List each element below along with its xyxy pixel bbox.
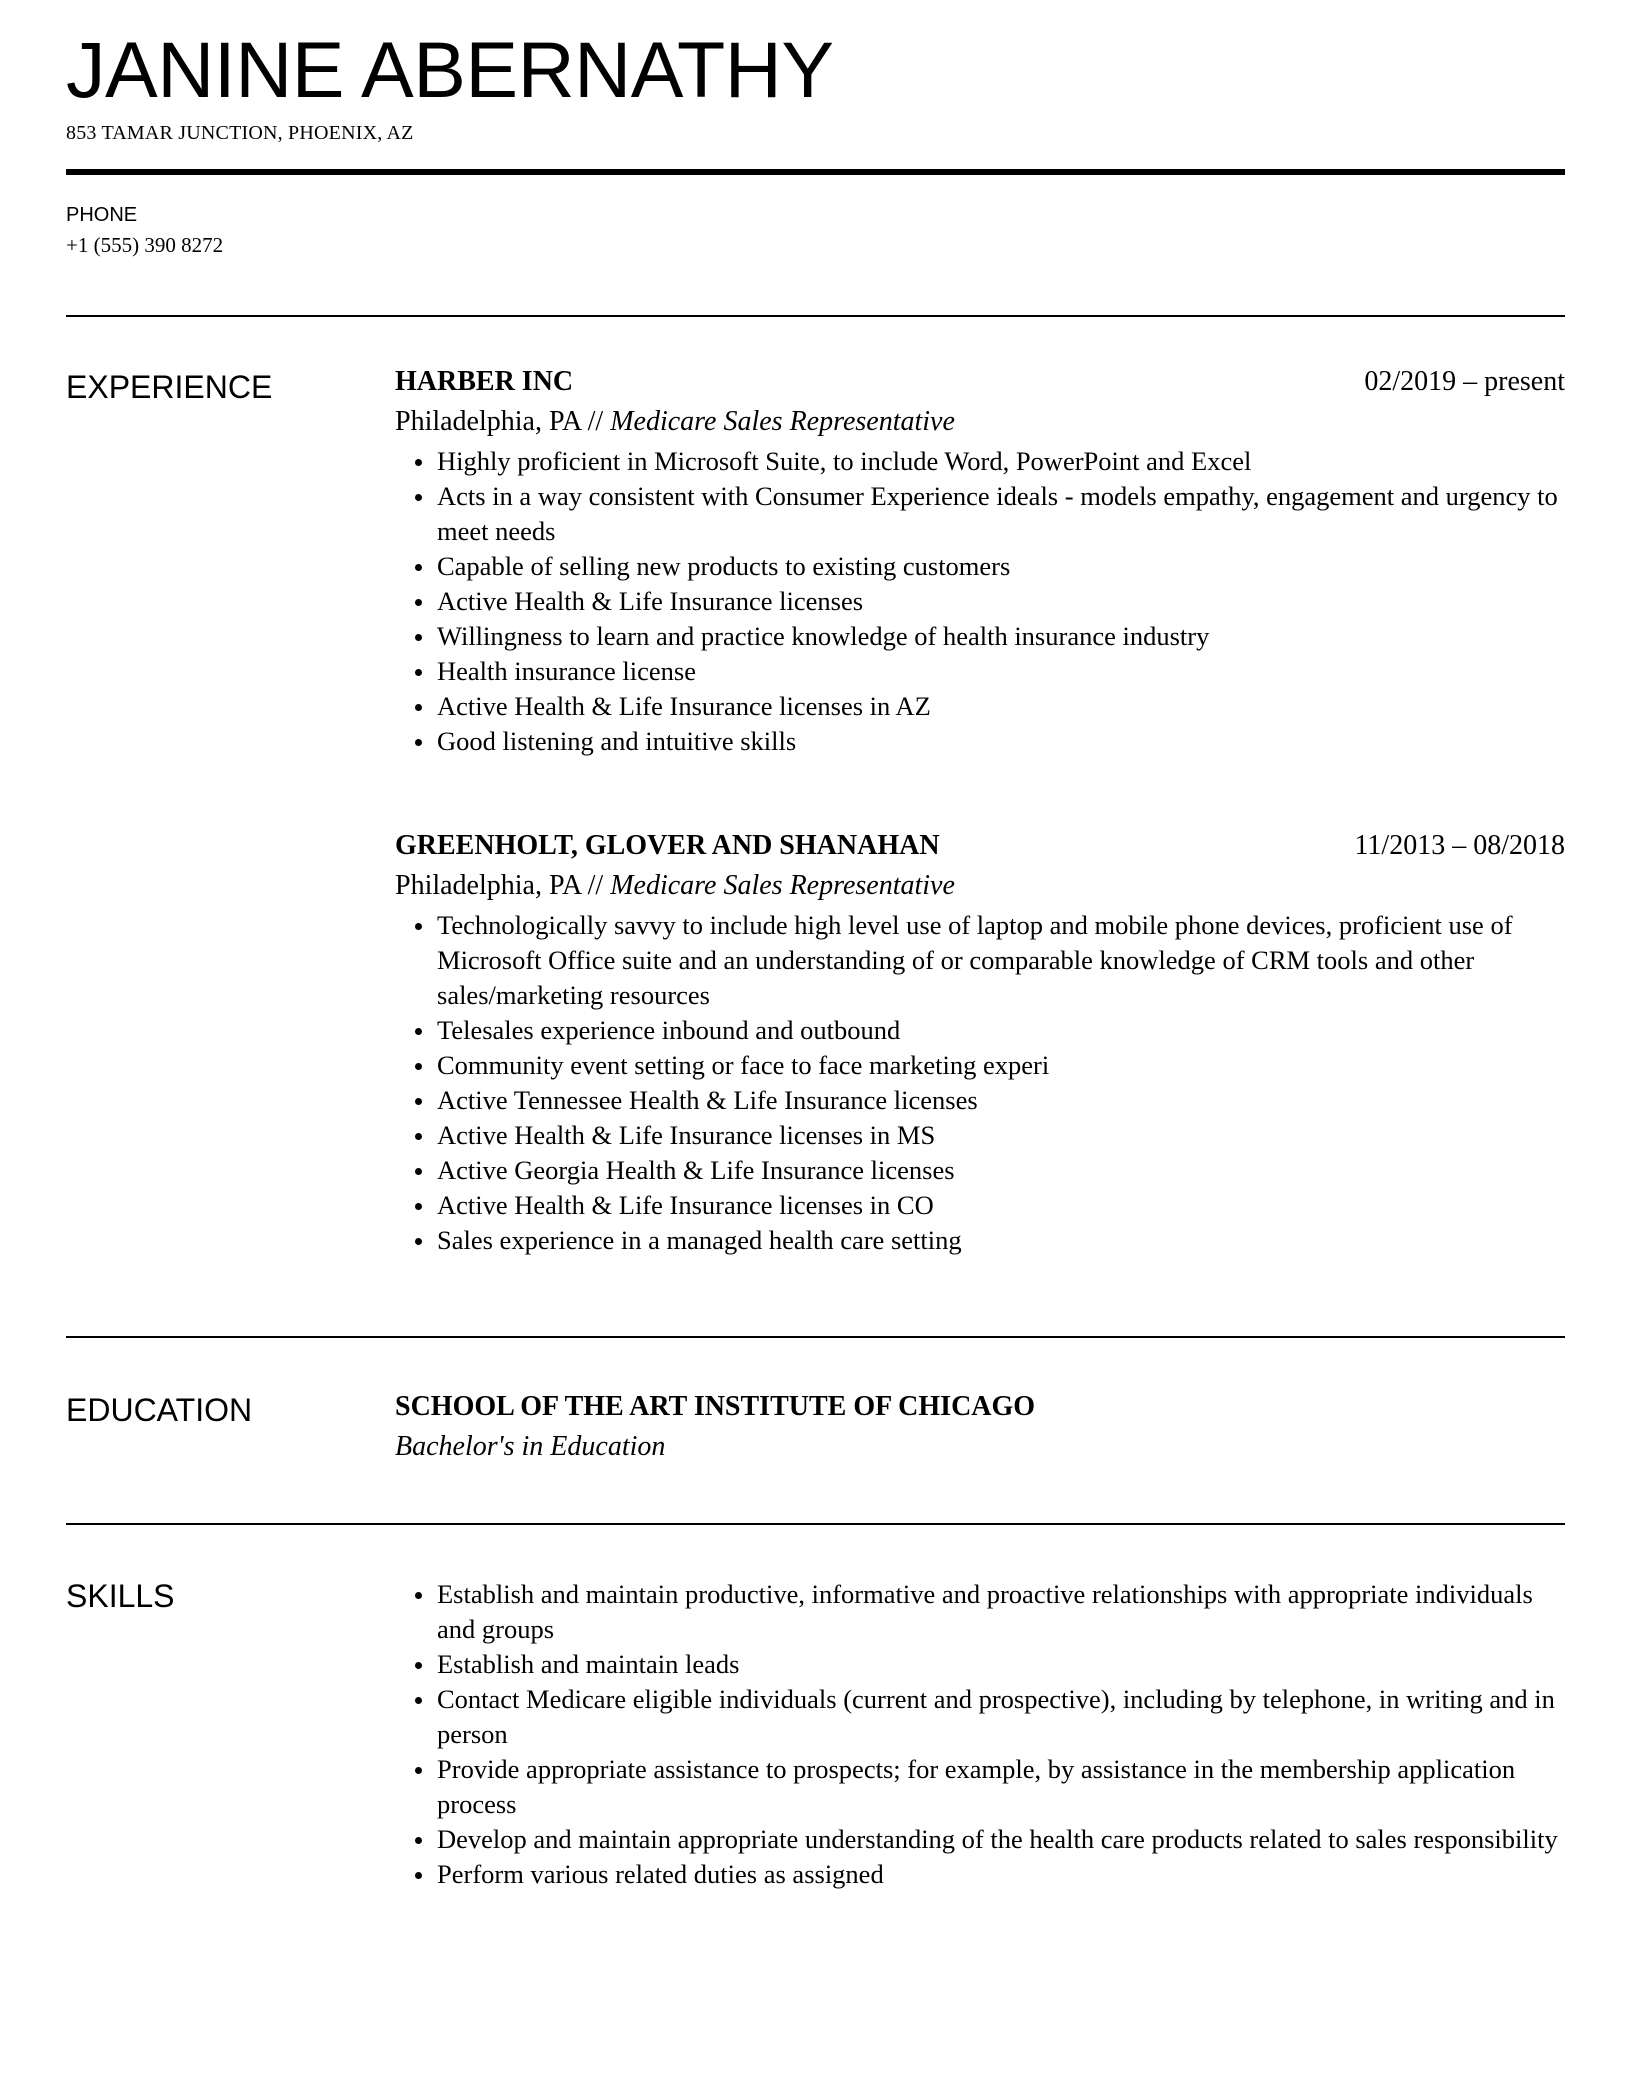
list-item: Sales experience in a managed health care setting xyxy=(395,1223,1565,1258)
job-title: Medicare Sales Representative xyxy=(610,406,955,437)
list-item: Capable of selling new products to existing customers xyxy=(395,549,1565,584)
list-item: Active Health & Life Insurance licenses xyxy=(395,584,1565,619)
job-location: Philadelphia, PA xyxy=(395,406,581,437)
list-item: Perform various related duties as assigned xyxy=(395,1857,1565,1892)
section-divider xyxy=(66,1336,1565,1338)
school-name: SCHOOL OF THE ART INSTITUTE OF CHICAGO xyxy=(395,1391,1036,1422)
header-divider xyxy=(66,169,1565,175)
section-divider xyxy=(66,1523,1565,1525)
list-item: Willingness to learn and practice knowledge of health insurance industry xyxy=(395,619,1565,654)
job-dates: 02/2019 – present xyxy=(1364,366,1565,397)
list-item: Active Health & Life Insurance licenses in CO xyxy=(395,1188,1565,1223)
skills-heading: SKILLS xyxy=(66,1578,175,1614)
separator: // xyxy=(587,406,604,437)
list-item: Provide appropriate assistance to prospects; for example, by assistance in the membership application process xyxy=(395,1752,1565,1822)
skills-list xyxy=(395,1577,1565,1892)
list-item: Acts in a way consistent with Consumer Experience ideals - models empathy, engagement and urgency to meet needs xyxy=(395,479,1565,549)
company-name: GREENHOLT, GLOVER AND SHANAHAN xyxy=(395,830,940,861)
job-location: Philadelphia, PA xyxy=(395,870,581,901)
list-item: Community event setting or face to face marketing experi xyxy=(395,1048,1565,1083)
education-entry xyxy=(395,1387,1565,1467)
list-item: Active Tennessee Health & Life Insurance licenses xyxy=(395,1083,1565,1118)
list-item: Telesales experience inbound and outbound xyxy=(395,1013,1565,1048)
skills-list-container xyxy=(395,1575,1565,1892)
list-item: Establish and maintain leads xyxy=(395,1647,1565,1682)
list-item: Active Health & Life Insurance licenses in MS xyxy=(395,1118,1565,1153)
company-name: HARBER INC xyxy=(395,366,574,397)
education-heading: EDUCATION xyxy=(66,1392,253,1428)
job-bullets xyxy=(395,908,1565,1258)
applicant-name: JANINE ABERNATHY xyxy=(66,25,834,114)
job-title: Medicare Sales Representative xyxy=(610,870,955,901)
phone-label: PHONE xyxy=(66,204,138,226)
list-item: Health insurance license xyxy=(395,654,1565,689)
experience-heading: EXPERIENCE xyxy=(66,369,273,405)
list-item: Active Georgia Health & Life Insurance licenses xyxy=(395,1153,1565,1188)
list-item: Highly proficient in Microsoft Suite, to include Word, PowerPoint and Excel xyxy=(395,444,1565,479)
job-entry xyxy=(395,826,1565,1258)
phone-number: +1 (555) 390 8272 xyxy=(66,233,224,257)
degree: Bachelor's in Education xyxy=(395,1431,666,1462)
list-item: Technologically savvy to include high level use of laptop and mobile phone devices, proficient use of Microsoft Office suite and an understanding of or comparable knowledge of CRM tools and other sales/marketing resources xyxy=(395,908,1565,1013)
job-bullets xyxy=(395,444,1565,759)
job-entry xyxy=(395,362,1565,759)
list-item: Good listening and intuitive skills xyxy=(395,724,1565,759)
address: 853 TAMAR JUNCTION, PHOENIX, AZ xyxy=(66,122,414,144)
list-item: Active Health & Life Insurance licenses in AZ xyxy=(395,689,1565,724)
list-item: Contact Medicare eligible individuals (current and prospective), including by telephone, in writing and in person xyxy=(395,1682,1565,1752)
list-item: Establish and maintain productive, informative and proactive relationships with appropriate individuals and groups xyxy=(395,1577,1565,1647)
separator: // xyxy=(587,870,604,901)
section-divider xyxy=(66,315,1565,317)
job-dates: 11/2013 – 08/2018 xyxy=(1354,830,1565,861)
list-item: Develop and maintain appropriate understanding of the health care products related to sales responsibility xyxy=(395,1822,1565,1857)
